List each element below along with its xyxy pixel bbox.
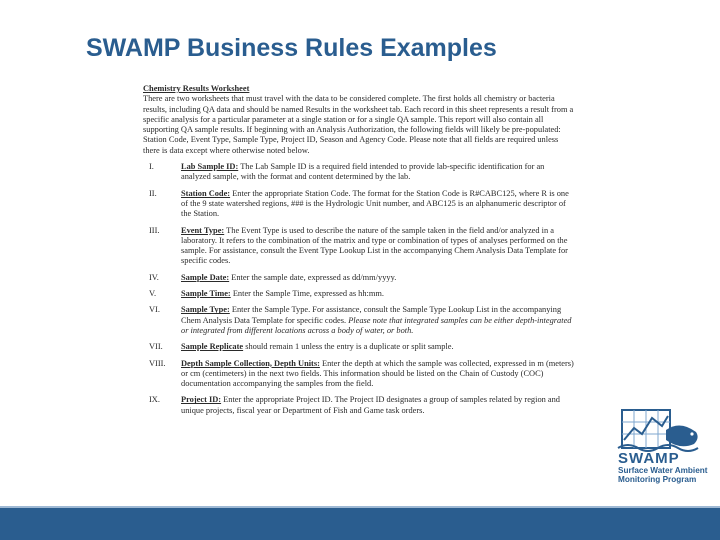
rule-term: Depth Sample Collection, Depth Units: xyxy=(181,358,320,368)
rule-item xyxy=(143,359,575,390)
rule-body xyxy=(181,226,575,267)
rule-text: Enter the Sample Type. For assistance, consult the Sample Type Lookup List in the accompanying Chem Analysis Data Template for specific codes. xyxy=(181,305,562,325)
rule-item xyxy=(143,342,575,352)
rule-body xyxy=(181,305,575,336)
rule-note: Please note that integrated samples can be either depth-integrated or integrated from different locations across a body of water, or both. xyxy=(181,315,572,335)
rule-number: IX. xyxy=(149,395,160,405)
rule-number: IV. xyxy=(149,272,159,282)
rule-text: The Lab Sample ID is a required field intended to provide lab-specific identification for an analyzed sample, with the format and content determined by the lab. xyxy=(181,162,545,182)
rule-text: The Event Type is used to describe the nature of the sample taken in the field and/or analyzed in a laboratory. It refers to the combination of the matrix and type or combination of types of analyses performed on the sample. For assistance, consult the Event Type Lookup List in the accompanying Chem Analysis Data Template for specific codes. xyxy=(181,225,568,266)
rule-item xyxy=(143,289,575,299)
rule-body xyxy=(181,342,575,352)
rule-term: Project ID: xyxy=(181,395,222,405)
rule-item xyxy=(143,273,575,283)
rules-list xyxy=(143,162,575,416)
rule-body xyxy=(181,162,575,183)
footer-bar xyxy=(0,508,720,540)
rule-term: Sample Date: xyxy=(181,272,230,282)
rule-term: Station Code: xyxy=(181,188,231,198)
rule-term: Sample Time: xyxy=(181,289,231,299)
rule-text: Enter the Sample Time, expressed as hh:mm. xyxy=(230,289,385,299)
rule-text: Enter the sample date, expressed as dd/mm/yyyy. xyxy=(229,272,397,282)
rule-number: III. xyxy=(149,225,160,235)
rule-body xyxy=(181,189,575,220)
rule-number: VI. xyxy=(149,305,160,315)
rule-number: VIII. xyxy=(149,358,166,368)
swamp-emblem-icon xyxy=(618,410,698,451)
rule-item xyxy=(143,162,575,183)
document-intro: There are two worksheets that must travel with the data to be considered complete. The first holds all chemistry or bacteria results, including QA data and should be named Results in the worksheet tab. Each record in this sheet represents a result from a specific analysis for a particular parameter at a single station or for a single QA sample. This report will also contain all supporting QA sample results. If beginning with an Analysis Authorization, the following fields will likely be pre-populated: Station Code, Event Type, Sample Type, Project ID, Season and Agency Code. Please note that all fields are required unless there is data except where otherwise noted below. xyxy=(143,94,574,155)
rule-number: I. xyxy=(149,162,154,172)
rule-term: Sample Replicate xyxy=(181,342,244,352)
rule-text: Enter the appropriate Project ID. The Project ID designates a group of samples related by region and unique projects, fiscal year or Department of Fish and Game task orders. xyxy=(181,395,560,415)
rule-body xyxy=(181,273,575,283)
rule-text: should remain 1 unless the entry is a duplicate or split sample. xyxy=(243,342,454,352)
rule-number: VII. xyxy=(149,342,163,352)
rule-text: Enter the appropriate Station Code. The format for the Station Code is R#CABC125, where R is one of the 9 state watershed regions, ### is the Hydrologic Unit number, and ABC125 is an alphanumeric descriptor of the Station. xyxy=(181,188,569,219)
rule-term: Lab Sample ID: xyxy=(181,162,239,172)
logo-name: SWAMP xyxy=(618,450,680,467)
rule-item xyxy=(143,226,575,267)
rule-term: Sample Type: xyxy=(181,305,230,315)
rule-item xyxy=(143,305,575,336)
rule-term: Event Type: xyxy=(181,225,225,235)
rule-body xyxy=(181,395,575,416)
rule-number: II. xyxy=(149,188,157,198)
slide-title: SWAMP Business Rules Examples xyxy=(86,34,497,62)
rule-text: Enter the depth at which the sample was collected, expressed in m (meters) or cm (centimeters) in the next two fields. This information should be listed on the Chain of Custody (COC) documentation accompanying the samples from the field. xyxy=(181,358,574,389)
rule-number: V. xyxy=(149,289,157,299)
rule-item xyxy=(143,395,575,416)
document-heading: Chemistry Results Worksheet xyxy=(143,84,250,93)
rule-item xyxy=(143,189,575,220)
document-excerpt xyxy=(143,84,575,486)
top-band xyxy=(0,0,720,22)
rule-body xyxy=(181,289,575,299)
rule-body xyxy=(181,359,575,390)
logo-subtitle: Surface Water Ambient Monitoring Program xyxy=(618,466,708,484)
